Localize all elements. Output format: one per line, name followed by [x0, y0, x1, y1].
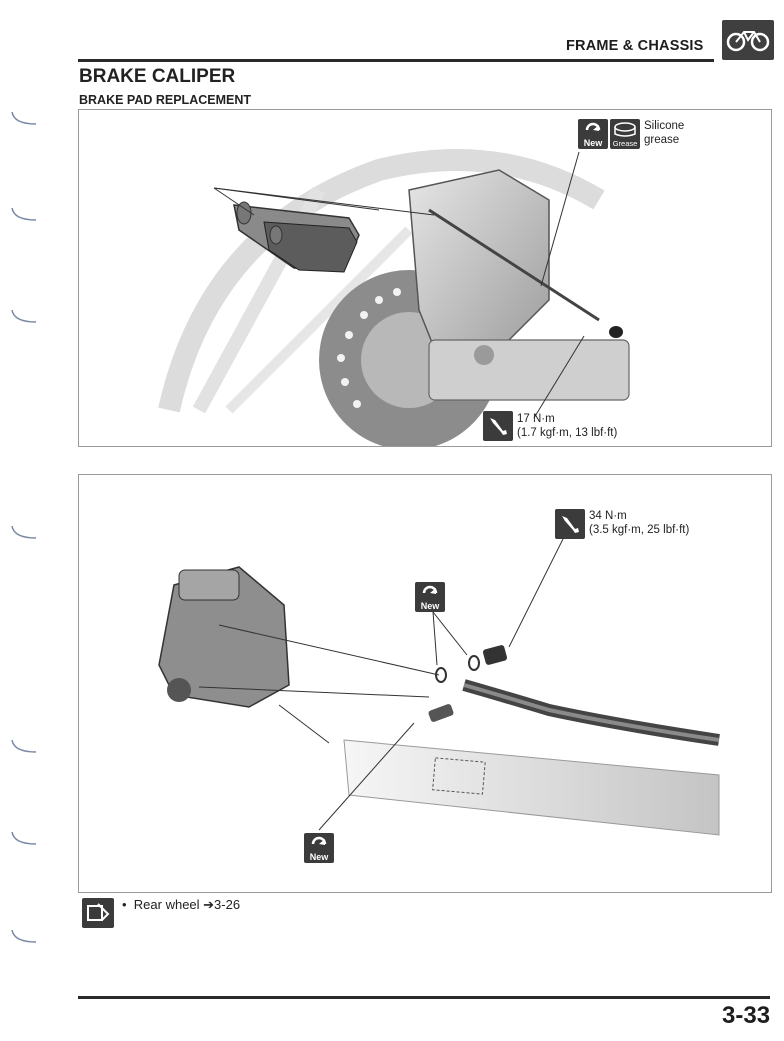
torque-callout-line2: (1.7 kgf·m, 13 lbf·ft) [517, 427, 618, 439]
new-part-icon [578, 119, 608, 149]
torque-callout-line2: (3.5 kgf·m, 25 lbf·ft) [589, 524, 690, 536]
brake-caliper-photo [79, 110, 771, 446]
page-title: BRAKE CALIPER [79, 66, 236, 87]
torque-callout-line1: 17 N·m [517, 413, 555, 425]
margin-mark [8, 112, 38, 126]
page-subtitle: BRAKE PAD REPLACEMENT [79, 93, 251, 107]
margin-mark [8, 310, 38, 324]
note-bullet: • [122, 897, 127, 912]
new-badge-label: New [420, 601, 440, 611]
new-badge-label: New [583, 138, 603, 148]
note-link[interactable]: Rear wheel ➔3-26 [133, 897, 241, 912]
new-part-icon [415, 582, 445, 612]
margin-mark [8, 526, 38, 540]
grease-icon [610, 119, 640, 149]
grease-badge-label: Grease [612, 139, 638, 148]
margin-mark [8, 930, 38, 944]
procedure-icon [82, 898, 114, 928]
figure-caliper-hose [78, 474, 772, 893]
caliper-hose-photo [79, 475, 771, 892]
section-heading: FRAME & CHASSIS [566, 38, 704, 54]
wrench-icon [483, 411, 513, 441]
wrench-icon [555, 509, 585, 539]
margin-mark [8, 832, 38, 846]
torque-callout-line1: 34 N·m [589, 510, 627, 522]
new-part-icon [304, 833, 334, 863]
figure-brake-pad [78, 109, 772, 447]
grease-callout: Silicone grease [644, 120, 685, 146]
margin-mark [8, 740, 38, 754]
margin-mark [8, 208, 38, 222]
new-badge-label: New [309, 852, 329, 862]
page-number: 3-33 [722, 1002, 771, 1029]
header-rule [78, 59, 714, 62]
motorcycle-icon [722, 20, 774, 60]
footer-rule [78, 996, 770, 999]
prerequisite-note [122, 897, 240, 913]
